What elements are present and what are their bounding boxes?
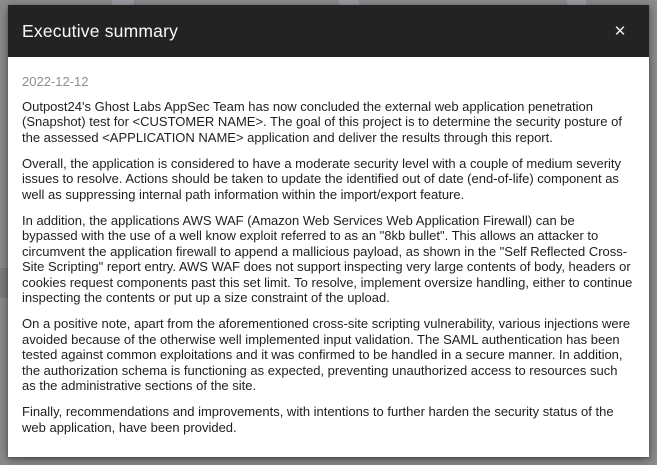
dialog-body xyxy=(8,57,649,457)
summary-paragraph: Outpost24's Ghost Labs AppSec Team has now concluded the external web application penetration (Snapshot) test for <CUSTOMER NAME>. The goal of this project is to determine the security posture of the assessed <APPLICATION NAME> application and deliver the results through this report. xyxy=(22,98,622,145)
report-date: 2022-12-12 xyxy=(22,74,89,89)
summary-paragraph: In addition, the applications AWS WAF (Amazon Web Services Web Application Firewall) can be bypassed with the use of a well know exploit referred to as an "8kb bullet". This allows an attacker to circumvent the application firewall to append a mallicious payload, as shown in the "Self Reflected Cross-Site Scripting" report entry. AWS WAF does not support inspecting very large contents of body, headers or cookies request components past this set limit. To resolve, implement oversize handling, either to continue inspecting the contents or put up a size constraint of the upload. xyxy=(22,212,633,305)
summary-paragraph: On a positive note, apart from the aforementioned cross-site scripting vulnerability, various injections were avoided because of the otherwise well implemented input validation. The SAML authentication has been tested against common exploitations and it was confirmed to be handled in a secure manner. In addition, the authorization schema is functioning as expected, preventing unauthorized access to resources such as the administrative sections of the site. xyxy=(22,316,631,393)
close-icon: ✕ xyxy=(613,22,627,40)
dialog-title: Executive summary xyxy=(22,20,179,41)
summary-paragraph: Overall, the application is considered to have a moderate security level with a couple of medium severity issues to resolve. Actions should be taken to update the identified out of date (end-of-life) component as well as suppressing internal path information within the import/export feature. xyxy=(22,155,622,202)
summary-paragraph: Finally, recommendations and improvements, with intentions to further harden the security status of the web application, have been provided. xyxy=(22,404,614,435)
close-button[interactable] xyxy=(607,18,633,44)
executive-summary-dialog xyxy=(8,5,649,457)
dialog-header xyxy=(8,5,649,57)
